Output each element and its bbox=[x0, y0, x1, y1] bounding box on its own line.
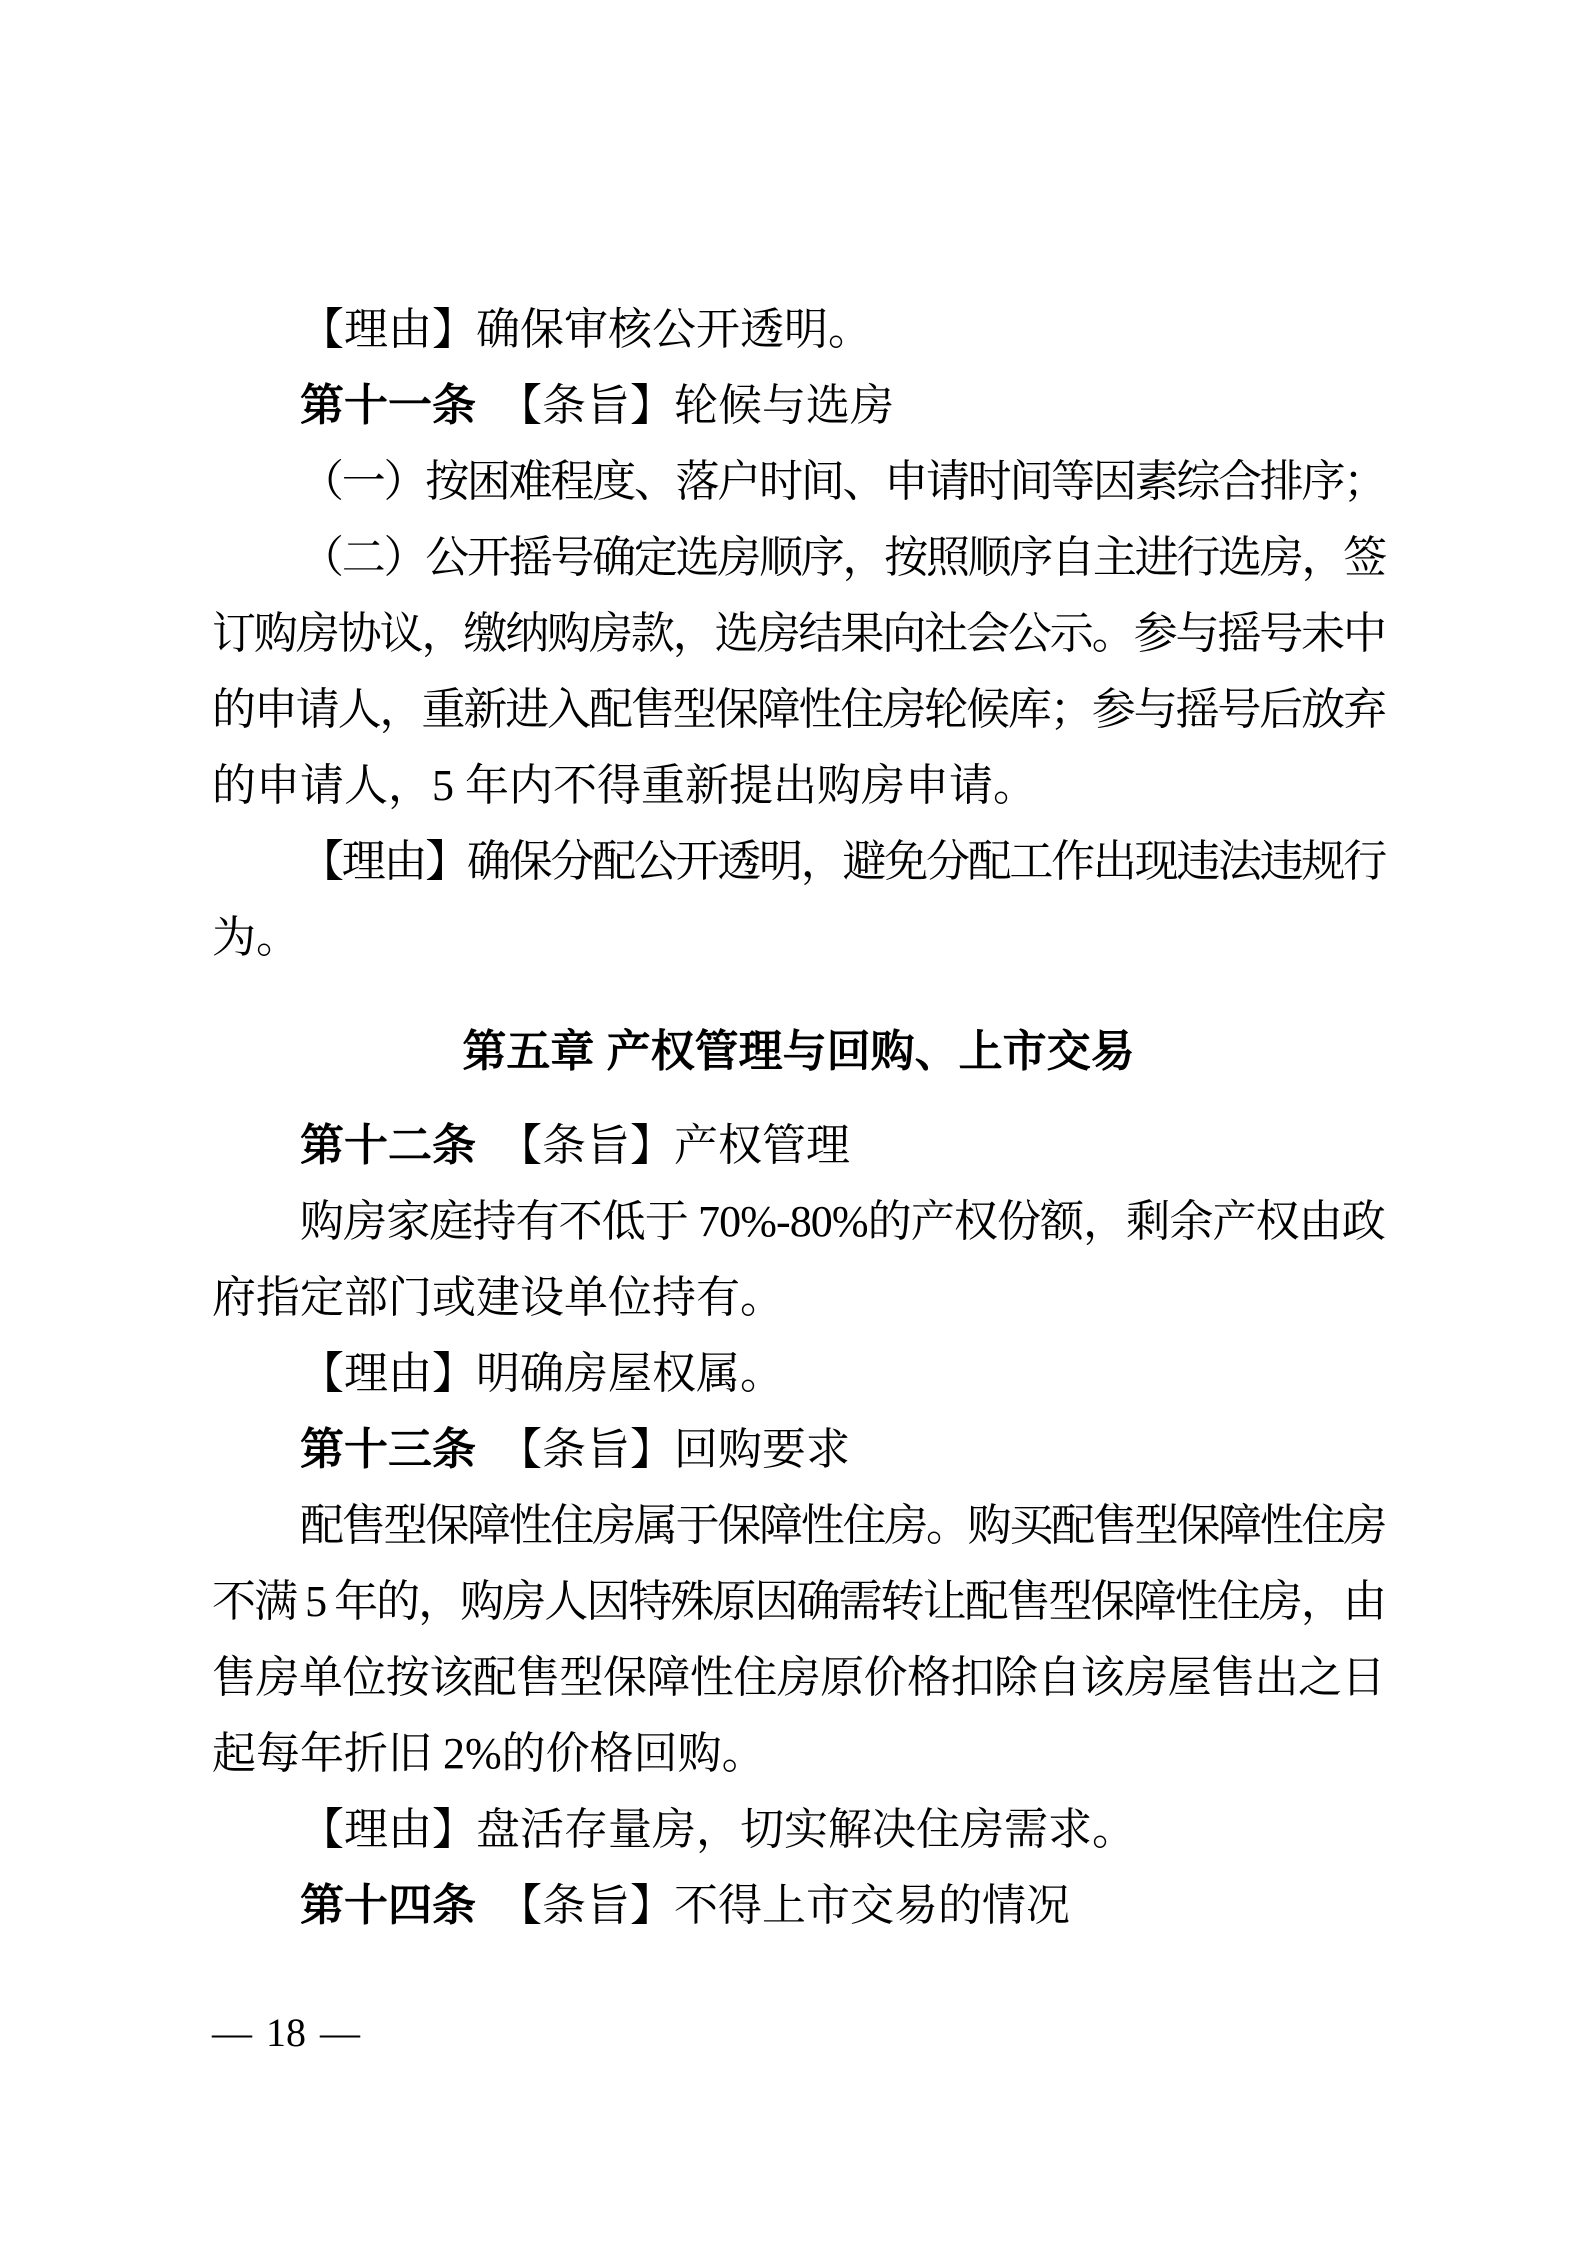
line-text: 【理由】盘活存量房，切实解决住房需求。 bbox=[300, 1805, 1136, 1854]
page-footer bbox=[212, 2008, 360, 2058]
line-text: 【条旨】轮候与选房 bbox=[476, 381, 894, 430]
line-text: 不满 5 年的，购房人因特殊原因确需转让配售型保障性住房，由 bbox=[212, 1577, 1385, 1626]
text-line bbox=[212, 824, 1385, 900]
line-text: （一）按困难程度、落户时间、申请时间等因素综合排序； bbox=[300, 457, 1385, 506]
line-text: 售房单位按该配售型保障性住房原价格扣除自该房屋售出之日 bbox=[212, 1653, 1385, 1702]
text-line bbox=[212, 1868, 1385, 1944]
text-line bbox=[212, 1716, 1385, 1792]
article-number: 第十一条 bbox=[300, 381, 476, 430]
text-line bbox=[212, 596, 1385, 672]
line-text: 配售型保障性住房属于保障性住房。购买配售型保障性住房 bbox=[300, 1501, 1385, 1550]
text-line bbox=[212, 1260, 1385, 1336]
chapter-heading bbox=[212, 1014, 1385, 1090]
text-line bbox=[212, 368, 1385, 444]
text-line bbox=[212, 1336, 1385, 1412]
line-text: 购房家庭持有不低于 70%-80%的产权份额，剩余产权由政 bbox=[300, 1197, 1385, 1246]
line-text: 【条旨】回购要求 bbox=[476, 1425, 850, 1474]
text-line bbox=[212, 292, 1385, 368]
line-text: 府指定部门或建设单位持有。 bbox=[212, 1273, 784, 1322]
line-text: 【条旨】不得上市交易的情况 bbox=[476, 1881, 1070, 1930]
text-line bbox=[212, 1792, 1385, 1868]
line-text: 【理由】明确房屋权属。 bbox=[300, 1349, 784, 1398]
line-text: 【理由】确保审核公开透明。 bbox=[300, 305, 872, 354]
text-line bbox=[212, 672, 1385, 748]
line-text: 【理由】确保分配公开透明，避免分配工作出现违法违规行 bbox=[300, 837, 1385, 886]
text-line bbox=[212, 1108, 1385, 1184]
line-text: 订购房协议，缴纳购房款，选房结果向社会公示。参与摇号未中 bbox=[212, 609, 1385, 658]
article-number: 第十三条 bbox=[300, 1425, 476, 1474]
text-line bbox=[212, 748, 1385, 824]
text-line bbox=[212, 900, 1385, 976]
text-line bbox=[212, 1564, 1385, 1640]
line-text: 为。 bbox=[212, 913, 300, 962]
page-number: — 18 — bbox=[212, 2010, 360, 2055]
text-line bbox=[212, 1412, 1385, 1488]
line-text: 【条旨】产权管理 bbox=[476, 1121, 850, 1170]
document-body bbox=[212, 292, 1385, 1944]
line-text: 的申请人，重新进入配售型保障性住房轮候库；参与摇号后放弃 bbox=[212, 685, 1385, 734]
chapter-title: 第五章 产权管理与回购、上市交易 bbox=[462, 1027, 1135, 1076]
text-line bbox=[212, 444, 1385, 520]
text-line bbox=[212, 1488, 1385, 1564]
text-line bbox=[212, 1184, 1385, 1260]
line-text: 的申请人，5 年内不得重新提出购房申请。 bbox=[212, 761, 1037, 810]
article-number: 第十二条 bbox=[300, 1121, 476, 1170]
line-text: （二）公开摇号确定选房顺序，按照顺序自主进行选房，签 bbox=[300, 533, 1385, 582]
article-number: 第十四条 bbox=[300, 1881, 476, 1930]
text-line bbox=[212, 520, 1385, 596]
text-line bbox=[212, 1640, 1385, 1716]
line-text: 起每年折旧 2%的价格回购。 bbox=[212, 1729, 766, 1778]
